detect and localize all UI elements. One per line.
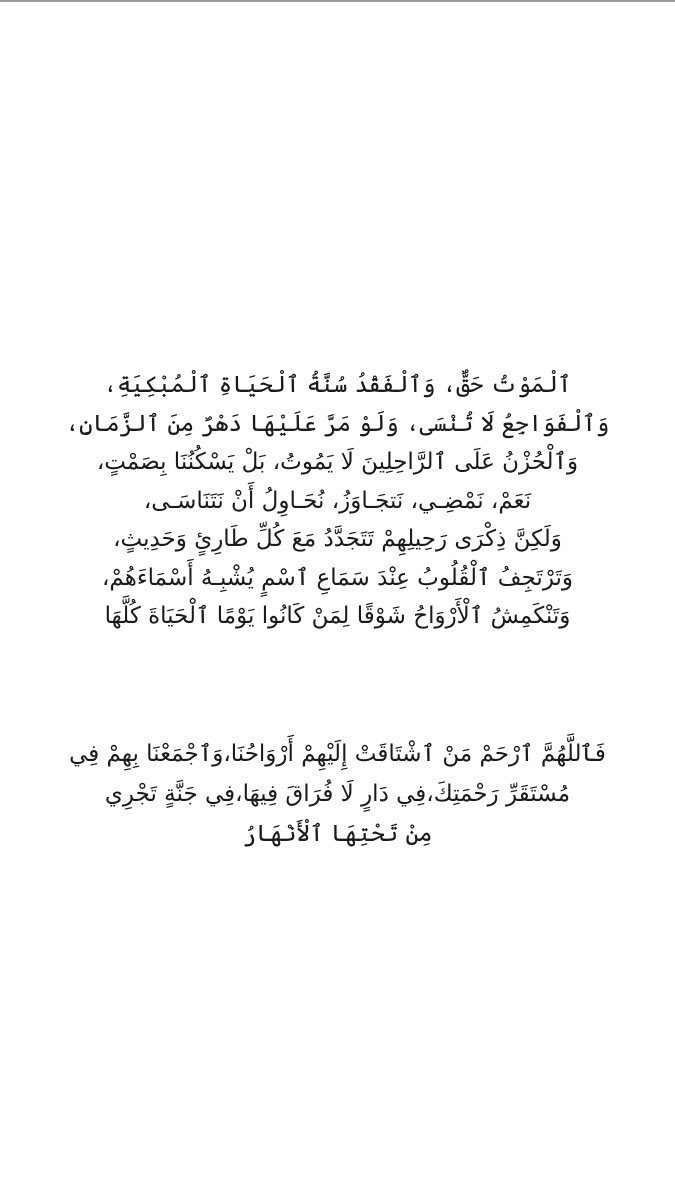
poem-line: وَٱلْحُزْنُ عَلَى ٱلرَّاحِلِينَ لَا يَمُوتُ، بَلْ يَسْكُنُنَا بِصَمْتٍ، [96, 449, 579, 475]
poem-line: وَلَكِنَّ ذِكْرَى رَحِيلِهِمْ تَتَجَدَّدُ مَعَ كُلِّ طَارِئٍ وَحَدِيثٍ، [113, 526, 562, 552]
poem-line: وَٱلْفَوَاجِعُ لَا تُنْسَى، وَلَوْ مَرَّ عَلَيْهَا دَهْرٌ مِنَ ٱلزَّمَانِ، [65, 410, 610, 437]
poem-line: وَتَنْكَمِشُ ٱلْأَرْوَاحُ شَوْقًا لِمَنْ كَانُوا يَوْمًا ٱلْحَيَاةَ كُلَّهَا [104, 603, 571, 629]
poem-line: ٱلْمَوْتُ حَقٌّ، وَٱلْفَقْدُ سُنَّةُ ٱلْحَيَاةِ ٱلْمُبْكِيَةِ، [103, 372, 572, 398]
top-divider [0, 0, 675, 2]
prayer-line: فَٱللَّهُمَّ ٱرْحَمْ مَنْ ٱشْتَاقَتْ إِلَيْهِمْ أَرْوَاحُنَا،وَٱجْمَعْنَا بِهِمْ فِي [69, 741, 606, 767]
prayer-line: مِنْ تَحْتِهَا ٱلْأَنْهَارُ [242, 821, 433, 847]
poem-line: وَتَرْتَجِفُ ٱلْقُلُوبُ عِنْدَ سَمَاعِ ٱسْمٍ يُشْبِـهُ أَسْمَاءَهُمْ، [101, 564, 574, 591]
prayer-paragraph [40, 734, 635, 854]
poem-stanza [40, 366, 635, 636]
prayer-line: مُسْتَقَرِّ رَحْمَتِكَ،فِي دَارٍ لَا فُرَاقَ فِيهَا،فِي جَنَّةٍ تَجْرِي [104, 781, 571, 807]
poem-line: نَعَمْ، نَمْضِـي، نَتجَـاوَزُ، نُحَـاوِلُ أَنْ نَتَنَاسَـى، [143, 487, 532, 514]
